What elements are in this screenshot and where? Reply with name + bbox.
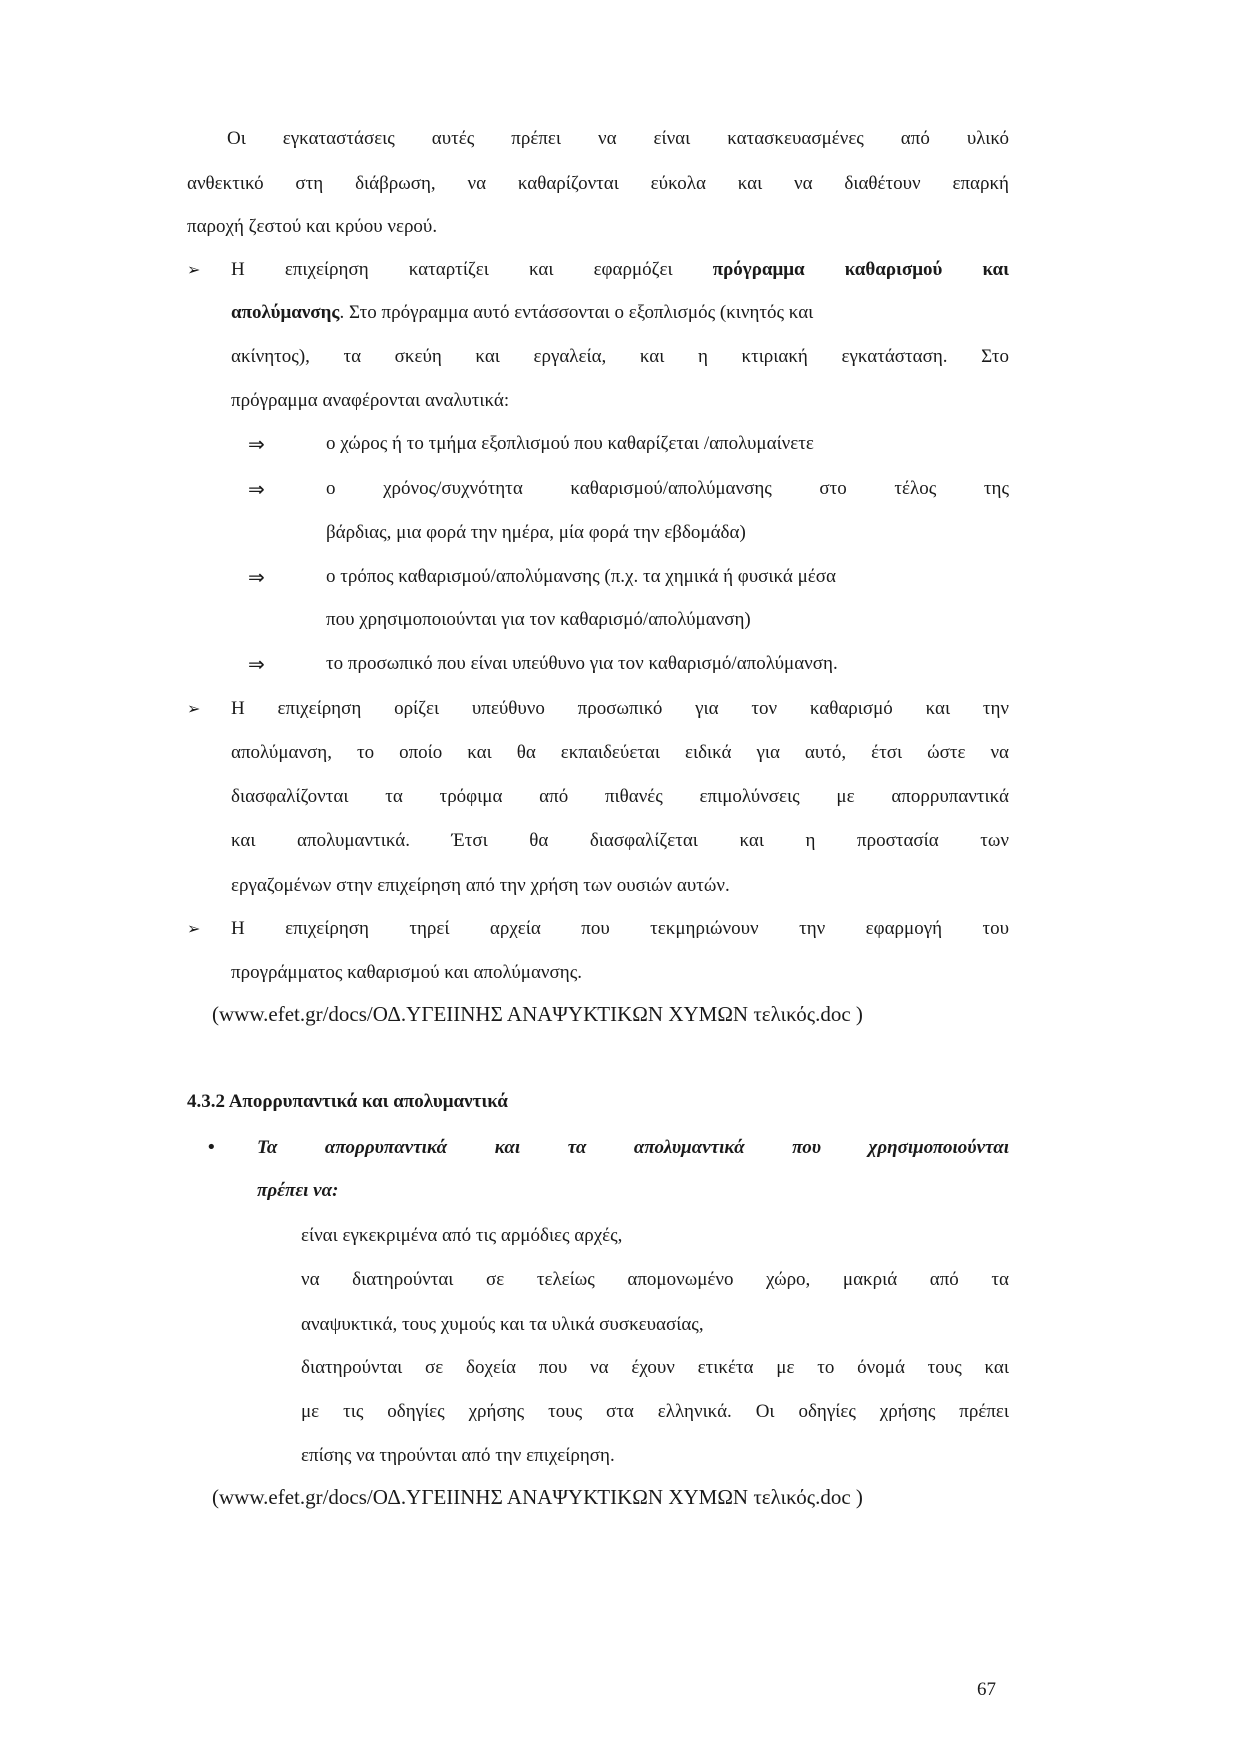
double-arrow-icon: ⇒ bbox=[248, 652, 265, 676]
section-heading: 4.3.2 Απορρυπαντικά και απολυμαντικά bbox=[187, 1091, 508, 1112]
bullet-line: διασφαλίζονται τα τρόφιμα από πιθανές επιμολύνσεις με απορρυπαντικά bbox=[231, 786, 1009, 807]
reference-citation: (www.efet.gr/docs/ΟΔ.ΥΓΕΙΙΝΗΣ ΑΝΑΨΥΚΤΙΚΩΝ ΧΥΜΩΝ τελικός.doc ) bbox=[212, 1002, 863, 1026]
bullet-line: απολύμανσης. Στο πρόγραμμα αυτό εντάσσονται ο εξοπλισμός (κινητός και bbox=[231, 302, 814, 323]
bullet-line: Η επιχείρηση καταρτίζει και εφαρμόζει πρόγραμμα καθαρισμού και bbox=[231, 259, 1009, 280]
bullet-line: εργαζομένων στην επιχείρηση από την χρήση των ουσιών αυτών. bbox=[231, 875, 730, 896]
bullet-line: πρόγραμμα αναφέρονται αναλυτικά: bbox=[231, 390, 510, 411]
double-arrow-icon: ⇒ bbox=[248, 477, 265, 501]
bullet-line: ακίνητος), τα σκεύη και εργαλεία, και η κτιριακή εγκατάσταση. Στο bbox=[231, 346, 1009, 367]
emphasis-bullet-line: Τα απορρυπαντικά και τα απολυμαντικά που χρησιμοποιούνται bbox=[257, 1137, 1009, 1158]
list-item: διατηρούνται σε δοχεία που να έχουν ετικέτα με το όνομά τους και bbox=[301, 1357, 1009, 1378]
paragraph-line: παροχή ζεστού και κρύου νερού. bbox=[187, 216, 438, 237]
list-item: αναψυκτικά, τους χυμούς και τα υλικά συσκευασίας, bbox=[301, 1314, 704, 1335]
bullet-dot-icon: • bbox=[206, 1137, 217, 1158]
triangle-bullet-icon: ➢ bbox=[187, 260, 201, 279]
emphasis-bullet-line: πρέπει να: bbox=[257, 1180, 339, 1201]
sub-item-line: ο χώρος ή το τμήμα εξοπλισμού που καθαρίζεται /απολυμαίνετε bbox=[326, 433, 814, 454]
bullet-line: προγράμματος καθαρισμού και απολύμανσης. bbox=[231, 962, 582, 983]
sub-item-line: ο χρόνος/συχνότητα καθαρισμού/απολύμανσης στο τέλος της bbox=[326, 478, 1009, 499]
bullet-line: Η επιχείρηση ορίζει υπεύθυνο προσωπικό για τον καθαρισμό και την bbox=[231, 698, 1009, 719]
sub-item-line: το προσωπικό που είναι υπεύθυνο για τον καθαρισμό/απολύμανση. bbox=[326, 653, 838, 674]
triangle-bullet-icon: ➢ bbox=[187, 699, 201, 718]
triangle-bullet-icon: ➢ bbox=[187, 919, 201, 938]
list-item: να διατηρούνται σε τελείως απομονωμένο χώρο, μακριά από τα bbox=[301, 1269, 1009, 1290]
paragraph-line: ανθεκτικό στη διάβρωση, να καθαρίζονται εύκολα και να διαθέτουν επαρκή bbox=[187, 173, 1009, 194]
bullet-line: Η επιχείρηση τηρεί αρχεία που τεκμηριώνουν την εφαρμογή του bbox=[231, 918, 1009, 939]
paragraph-line: Οι εγκαταστάσεις αυτές πρέπει να είναι κατασκευασμένες από υλικό bbox=[227, 128, 1009, 149]
double-arrow-icon: ⇒ bbox=[248, 565, 265, 589]
list-item: με τις οδηγίες χρήσης τους στα ελληνικά. Οι οδηγίες χρήσης πρέπει bbox=[301, 1401, 1009, 1422]
list-item: επίσης να τηρούνται από την επιχείρηση. bbox=[301, 1445, 615, 1466]
bullet-line: και απολυμαντικά. Έτσι θα διασφαλίζεται και η προστασία των bbox=[231, 830, 1009, 851]
double-arrow-icon: ⇒ bbox=[248, 432, 265, 456]
sub-item-line: που χρησιμοποιούνται για τον καθαρισμό/απολύμανση) bbox=[326, 609, 751, 630]
page-number: 67 bbox=[977, 1679, 996, 1700]
sub-item-line: ο τρόπος καθαρισμού/απολύμανσης (π.χ. τα χημικά ή φυσικά μέσα bbox=[326, 566, 836, 587]
reference-citation: (www.efet.gr/docs/ΟΔ.ΥΓΕΙΙΝΗΣ ΑΝΑΨΥΚΤΙΚΩΝ ΧΥΜΩΝ τελικός.doc ) bbox=[212, 1485, 863, 1509]
sub-item-line: βάρδιας, μια φορά την ημέρα, μία φορά την εβδομάδα) bbox=[326, 522, 746, 543]
list-item: είναι εγκεκριμένα από τις αρμόδιες αρχές, bbox=[301, 1225, 623, 1246]
bullet-line: απολύμανση, το οποίο και θα εκπαιδεύεται ειδικά για αυτό, έτσι ώστε να bbox=[231, 742, 1009, 763]
